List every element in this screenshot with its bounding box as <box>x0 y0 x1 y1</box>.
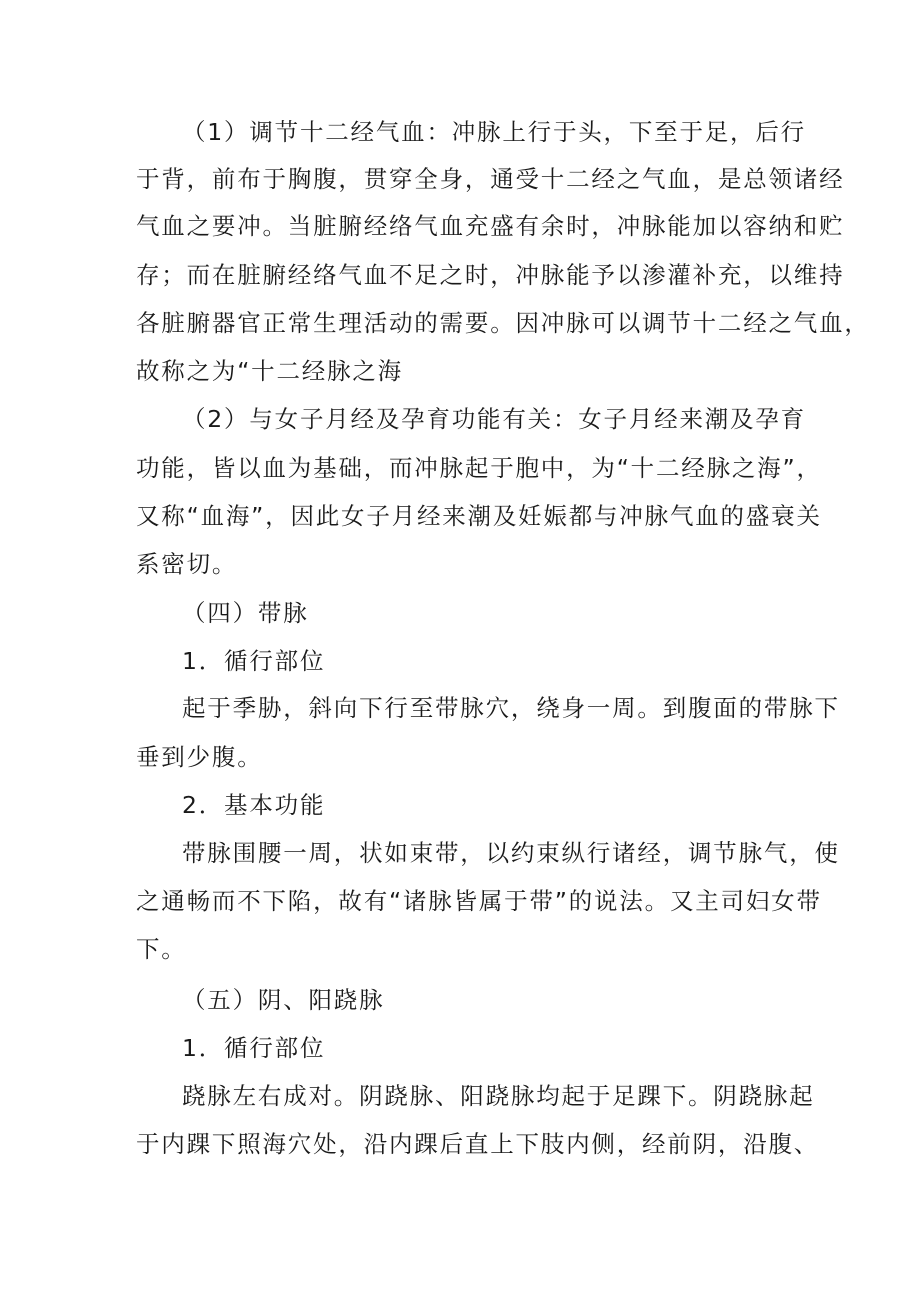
paragraph-1-line-6: 故称之为“十二经脉之海 <box>136 357 403 385</box>
subheading-pathway-2: 1．循行部位 <box>182 1034 326 1062</box>
paragraph-1-line-3: 气血之要冲。当脏腑经络气血充盛有余时，冲脉能加以容纳和贮 <box>136 212 845 240</box>
paragraph-4-line-2: 之通畅而不下陷，故有“诸脉皆属于带”的说法。又主司妇女带 <box>136 887 822 915</box>
paragraph-1-line-4: 存；而在脏腑经络气血不足之时，冲脉能予以渗灌补充，以维持 <box>136 261 845 289</box>
paragraph-5-line-2: 于内踝下照海穴处，沿内踝后直上下肢内侧，经前阴，沿腹、 <box>136 1130 820 1158</box>
paragraph-4-line-3: 下。 <box>136 935 187 963</box>
paragraph-4-line-1: 带脉围腰一周，状如束带，以约束纵行诸经，调节脉气，使 <box>182 839 840 867</box>
subheading-basic-function: 2．基本功能 <box>182 791 326 819</box>
paragraph-1-line-1: （1）调节十二经气血：冲脉上行于头，下至于足，后行 <box>182 118 806 146</box>
paragraph-3-line-2: 垂到少腹。 <box>136 743 263 771</box>
paragraph-1-line-2: 于背，前布于胸腹，贯穿全身，通受十二经之气血，是总领诸经 <box>136 165 845 193</box>
section-heading-dai-mai: （四）带脉 <box>182 599 309 627</box>
paragraph-3-line-1: 起于季胁，斜向下行至带脉穴，绕身一周。到腹面的带脉下 <box>182 694 840 722</box>
paragraph-2-line-4: 系密切。 <box>136 550 238 578</box>
paragraph-2-line-1: （2）与女子月经及孕育功能有关：女子月经来潮及孕育 <box>182 405 806 433</box>
paragraph-2-line-3: 又称“血海”，因此女子月经来潮及妊娠都与冲脉气血的盛衰关 <box>136 502 822 530</box>
paragraph-5-line-1: 跷脉左右成对。阴跷脉、阳跷脉均起于足踝下。阴跷脉起 <box>182 1082 815 1110</box>
subheading-pathway: 1．循行部位 <box>182 647 326 675</box>
paragraph-1-line-5: 各脏腑器官正常生理活动的需要。因冲脉可以调节十二经之气血， <box>136 309 870 337</box>
paragraph-2-line-2: 功能，皆以血为基础，而冲脉起于胞中，为“十二经脉之海”， <box>136 454 822 482</box>
section-heading-qiao-mai: （五）阴、阳跷脉 <box>182 986 385 1014</box>
